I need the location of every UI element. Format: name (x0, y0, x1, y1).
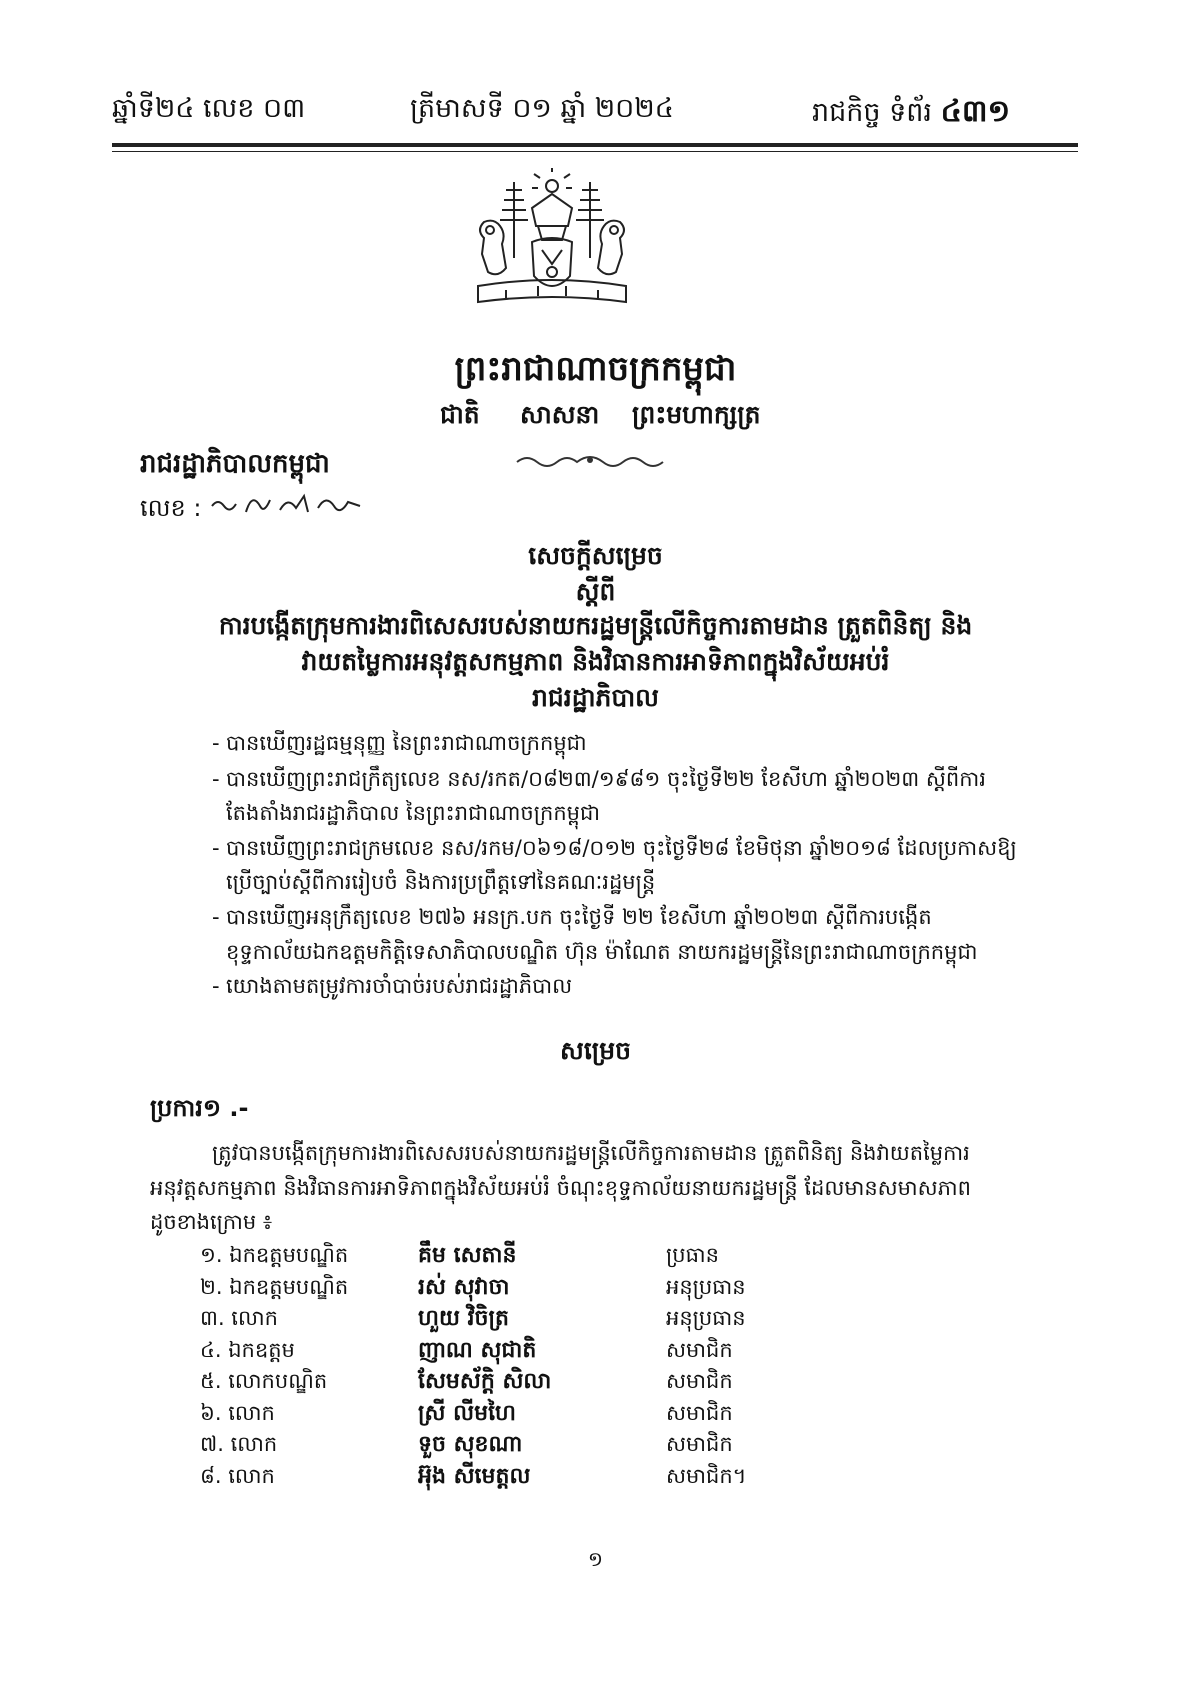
header-issue: ឆ្នាំទី២៤ លេខ ០៣ (112, 93, 306, 124)
member-7-role: សមាជិក (666, 1432, 733, 1456)
visa-1: - បានឃើញរដ្ឋធម្មនុញ្ញ នៃព្រះរាជាណាចក្រកម្ពុជា (212, 731, 587, 755)
member-7-title: ៧. លោក (200, 1432, 278, 1456)
decision-title-line-2: វាយតម្លៃការអនុវត្តសកម្មភាព និងវិធានការអាទិភាពក្នុងវិស័យអប់រំ (301, 647, 890, 676)
decision-about: ស្តីពី (575, 577, 616, 606)
member-6-role: សមាជិក (666, 1401, 733, 1425)
header-quarter: ត្រីមាសទី ០១ ឆ្នាំ ២០២៤ (410, 93, 674, 124)
member-6-name: ស្រី លីមហៃ (418, 1401, 517, 1426)
decision-heading: សេចក្តីសម្រេច (528, 541, 663, 570)
motto-religion: សាសនា (520, 400, 600, 429)
member-5-role: សមាជិក (666, 1369, 733, 1393)
issuer-government: រាជរដ្ឋាភិបាលកម្ពុជា (140, 449, 330, 479)
member-4-name: ញាណ សុជាតិ (418, 1338, 537, 1363)
article-1-text-line-1: ត្រូវបានបង្កើតក្រុមការងារពិសេសរបស់នាយករដ្ឋមន្ត្រីលើកិច្ចការតាមដាន ត្រួតពិនិត្យ និងវាយតម្លៃការ (212, 1141, 970, 1165)
header-rule-thin (112, 151, 1078, 152)
visa-5: - យោងតាមតម្រូវការចាំបាច់របស់រាជរដ្ឋាភិបាល (212, 974, 573, 998)
kingdom-title: ព្រះរាជាណាចក្រកម្ពុជា (454, 349, 737, 389)
royal-coat-of-arms-icon (462, 168, 642, 318)
member-4-role: សមាជិក (666, 1338, 733, 1362)
decision-number-label: លេខ : (140, 494, 202, 522)
member-2-name: រស់ សុវាចា (418, 1275, 510, 1300)
visa-3: - បានឃើញព្រះរាជក្រមលេខ នស/រកម/០៦១៨/០១២ ចុះថ្ងៃទី២៨ ខែមិថុនា ឆ្នាំ២០១៨ ដែលប្រកាសឱ្យ (212, 836, 1017, 860)
header-gazette-label: រាជកិច្ច ទំព័រ (812, 97, 932, 128)
member-7-name: ទួច សុខណា (418, 1432, 523, 1457)
article-1-text-line-2: អនុវត្តសកម្មភាព និងវិធានការអាទិភាពក្នុងវិស័យអប់រំ ចំណុះខុទ្ទកាល័យនាយករដ្ឋមន្ត្រី ដែលមានសមាសភាព (150, 1176, 971, 1200)
member-1-name: គឹម សេតានី (418, 1243, 517, 1268)
visa-4: - បានឃើញអនុក្រឹត្យលេខ ២៧៦ អនក្រ.បក ចុះថ្ងៃទី ២២ ខែសីហា ឆ្នាំ២០២៣ ស្តីពីការបង្កើត (212, 905, 932, 929)
article-1-label: ប្រការ១ .- (150, 1094, 249, 1122)
visa-2: - បានឃើញព្រះរាជក្រឹត្យលេខ នស/រកត/០៨២៣/១៩៨១ ចុះថ្ងៃទី២២ ខែសីហា ឆ្នាំ២០២៣ ស្តីពីការ (212, 767, 986, 791)
visa-2-cont: តែងតាំងរាជរដ្ឋាភិបាល នៃព្រះរាជាណាចក្រកម្ពុជា (226, 801, 600, 825)
page-number: ១ (587, 1547, 604, 1571)
decides-heading: សម្រេច (560, 1036, 631, 1065)
article-1-text-line-3: ដូចខាងក្រោម ៖ (150, 1210, 273, 1234)
ornament-divider-icon (515, 450, 665, 472)
member-1-role: ប្រធាន (666, 1243, 719, 1267)
member-1-title: ១. ឯកឧត្តមបណ្ឌិត (200, 1243, 349, 1267)
member-2-title: ២. ឯកឧត្តមបណ្ឌិត (200, 1275, 349, 1299)
decision-title-line-3: រាជរដ្ឋាភិបាល (532, 683, 659, 712)
header-rule-thick (112, 143, 1078, 147)
motto-king: ព្រះមហាក្សត្រ (632, 400, 761, 429)
handwritten-number-signature (208, 482, 368, 522)
visa-3-cont: ប្រើច្បាប់ស្តីពីការរៀបចំ និងការប្រព្រឹត្តទៅនៃគណៈរដ្ឋមន្ត្រី (226, 870, 656, 894)
member-2-role: អនុប្រធាន (666, 1275, 746, 1299)
visa-4-cont: ខុទ្ទកាល័យឯកឧត្តមកិត្តិទេសាភិបាលបណ្ឌិត ហ៊ុន ម៉ាណែត នាយករដ្ឋមន្ត្រីនៃព្រះរាជាណាចក្រកម្ពុជា (226, 940, 978, 964)
member-8-title: ៨. លោក (200, 1464, 275, 1488)
member-5-name: សែមស័ក្តិ សិលា (418, 1369, 552, 1394)
member-5-title: ៥. លោកបណ្ឌិត (200, 1369, 328, 1393)
member-3-title: ៣. លោក (200, 1306, 278, 1330)
member-6-title: ៦. លោក (200, 1401, 275, 1425)
header-page-number: ៤៣១ (940, 94, 1011, 129)
motto-nation: ជាតិ (440, 400, 480, 429)
member-4-title: ៤. ឯកឧត្តម (200, 1338, 295, 1362)
decision-title-line-1: ការបង្កើតក្រុមការងារពិសេសរបស់នាយករដ្ឋមន្ត្រីលើកិច្ចការតាមដាន ត្រួតពិនិត្យ និង (218, 611, 973, 640)
header-gazette-page (812, 92, 1010, 136)
member-8-role: សមាជិក។ (666, 1464, 747, 1488)
member-3-name: ហួយ វិចិត្រ (418, 1306, 510, 1331)
member-8-name: អ៊ុង សីមេត្តល (418, 1464, 531, 1489)
member-3-role: អនុប្រធាន (666, 1306, 746, 1330)
